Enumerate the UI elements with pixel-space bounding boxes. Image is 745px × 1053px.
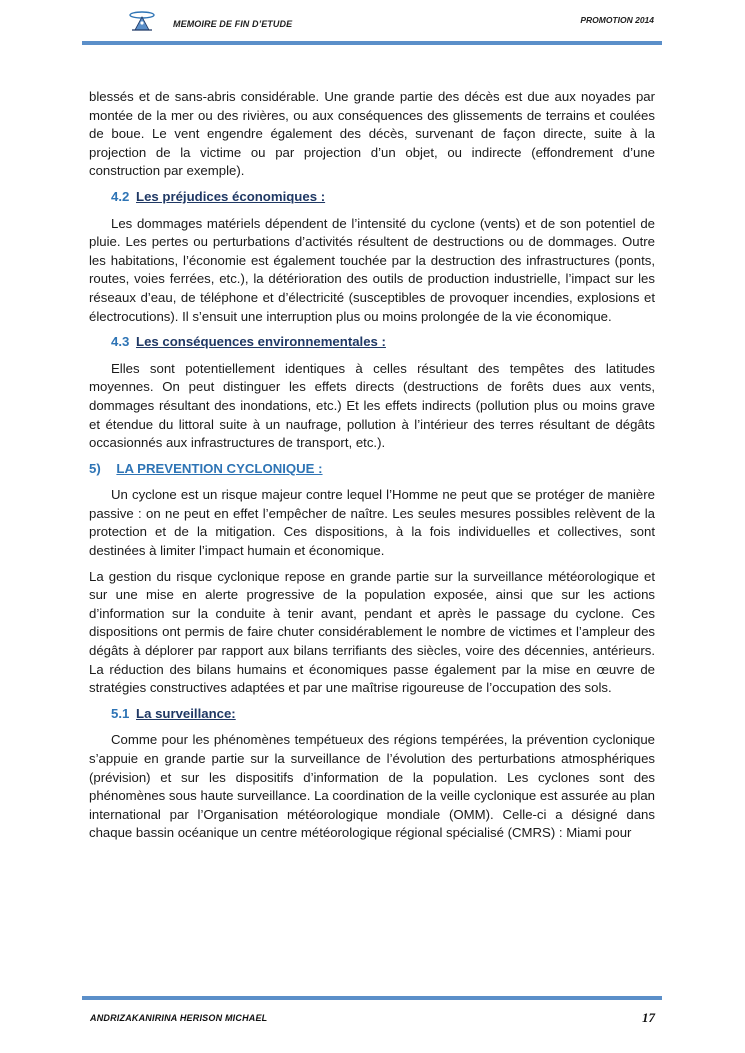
university-crest-icon <box>126 10 158 32</box>
page-number: 17 <box>642 1010 655 1025</box>
section-number: 4.2 <box>111 188 130 204</box>
section-title: Les préjudices économiques : <box>136 188 326 204</box>
section-number: 4.3 <box>111 334 130 350</box>
header-title: MEMOIRE DE FIN D’ETUDE <box>173 19 293 29</box>
section-number: 5.1 <box>111 705 130 721</box>
footer-author: ANDRIZAKANIRINA HERISON MICHAEL <box>90 1013 268 1023</box>
header-promotion: PROMOTION 2014 <box>580 15 654 25</box>
paragraph-economic: Les dommages matériels dépendent de l’intensité du cyclone (vents) et de son potentiel de pluie. Les pertes ou perturbations d’activités résultent de destructions ou de dommages. Outre les habitations, l’économie est également touchée par la destruction des infrastructures (ponts, routes, voies ferrées, etc.), la détérioration des outils de production industrielle, l’impact sur les réseaux d’eau, de téléphone et d’électricité (susceptibles de provoquer incendies, explosions et électrocutions). Il s’ensuit une interruption plus ou moins prolongée de la vie économique. <box>89 215 655 324</box>
section-heading-4-2 <box>111 188 655 207</box>
section-heading-5-1 <box>111 705 655 724</box>
section-heading-4-3 <box>111 333 655 352</box>
page-body <box>89 88 655 850</box>
paragraph-environment: Elles sont potentiellement identiques à celles résultant des tempêtes des latitudes moyennes. On peut distinguer les effets directs (destructions de forêts dues aux vents, dommages résultant des inondations, etc.) Et les effets indirects (pollution plus ou moins grave et étendue du littoral suite à un naufrage, pollution à l’intérieur des terres résultant de dégâts occasionnés aux infrastructures de transport, etc.). <box>89 360 655 451</box>
paragraph-prevention-intro: Un cyclone est un risque majeur contre lequel l’Homme ne peut que se protéger de manière passive : on ne peut en effet l’empêcher de naître. Les seules mesures possibles relèvent de la protection et de la mitigation. Ces dispositions, à la fois individuelles et collectives, sont destinées à limiter l’impact humain et économique. <box>89 487 655 559</box>
paragraph-victims: blessés et de sans-abris considérable. Une grande partie des décès est due aux noyades par montée de la mer ou des rivières, ou aux conséquences des glissements de terrains et coulées de boue. Le vent engendre également des décès, survenant de façon directe, suite à la projection de la victime ou par projection d’un objet, ou indirecte (effondrement d’une construction par exemple). <box>89 89 655 179</box>
section-title: Les conséquences environnementales : <box>136 334 386 350</box>
section-number: 5) <box>89 460 101 476</box>
section-title: La surveillance: <box>136 705 236 721</box>
paragraph-surveillance: Comme pour les phénomènes tempétueux des régions tempérées, la prévention cyclonique s’appuie en grande partie sur la surveillance de l’évolution des perturbations atmosphériques (prévision) et sur les dispositifs d’information de la population. Les cyclones sont des phénomènes sous haute surveillance. La coordination de la veille cyclonique est assurée au plan international par l’Organisation météorologique mondiale (OMM). Celle-ci a désigné dans chaque bassin océanique un centre météorologique régional spécialisé (CMRS) : Miami pour <box>89 732 655 841</box>
footer-rule <box>82 996 662 1000</box>
section-title: LA PREVENTION CYCLONIQUE : <box>116 460 323 476</box>
header-rule <box>82 41 662 45</box>
section-heading-5 <box>89 460 655 479</box>
paragraph-risk-management: La gestion du risque cyclonique repose en grande partie sur la surveillance météorologique et sur une mise en alerte progressive de la population exposée, ainsi que sur les actions d’information sur la conduite à tenir avant, pendant et après le passage du cyclone. Ces dispositions ont permis de faire chuter considérablement le nombre de victimes et l’ampleur des dégâts à déplorer par rapport aux bilans terrifiants des siècles, voire des décennies, antérieurs. La réduction des bilans humains et économiques passe également par la mise en œuvre de stratégies constructives adaptées et par une maîtrise rigoureuse de l’occupation des sols. <box>89 568 655 696</box>
